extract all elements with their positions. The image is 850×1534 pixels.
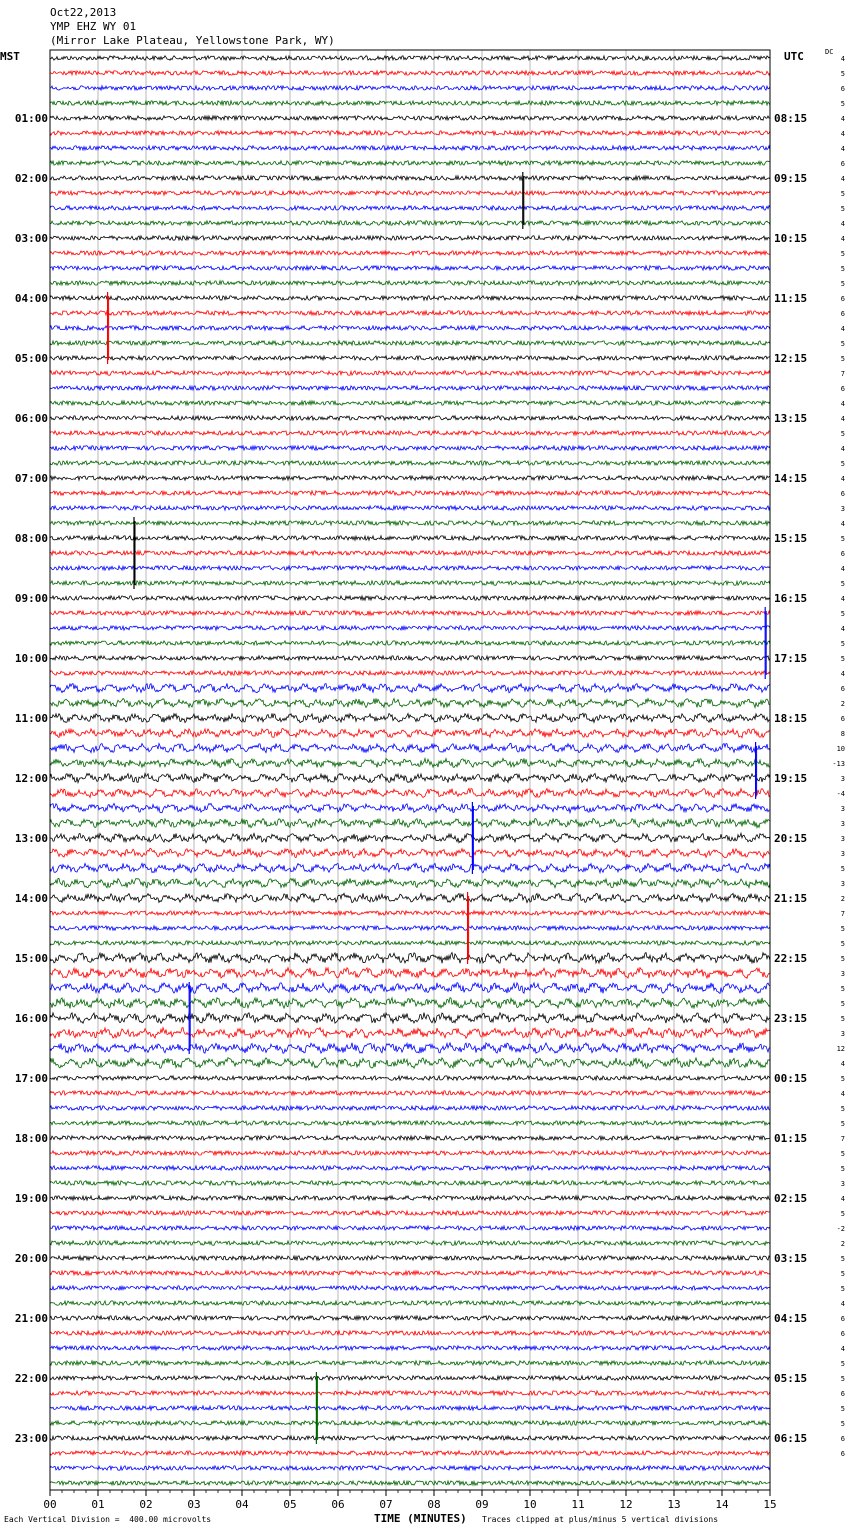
trace-row	[50, 1106, 770, 1110]
dc-offset-label: 5	[840, 925, 845, 933]
dc-offset-label: 5	[840, 1285, 845, 1293]
trace-row	[50, 416, 770, 420]
dc-offset-label: 4	[840, 400, 845, 408]
scale-note: Each Vertical Division = 400.00 microvolts	[4, 1515, 212, 1524]
dc-offset-label: 7	[840, 1135, 845, 1143]
trace-row	[50, 131, 770, 135]
dc-offset-label: 4	[840, 55, 845, 63]
trace-row	[50, 926, 770, 930]
dc-offset-label: 3	[840, 1030, 845, 1038]
left-hour-label: 17:00	[14, 1072, 48, 1085]
dc-offset-label: -2	[836, 1225, 845, 1233]
trace-row	[50, 698, 770, 707]
dc-offset-label: 3	[840, 505, 845, 513]
trace-row	[50, 953, 770, 964]
clip-note: Traces clipped at plus/minus 5 vertical divisions	[482, 1515, 719, 1524]
trace-row	[50, 863, 770, 872]
dc-offset-label: 5	[840, 955, 845, 963]
dc-offset-label: 4	[840, 130, 845, 138]
dc-offset-label: 4	[840, 475, 845, 483]
dc-offset-label: 3	[840, 970, 845, 978]
x-tick-label: 14	[715, 1498, 729, 1511]
trace-row	[50, 1211, 770, 1215]
left-hour-label: 01:00	[14, 112, 48, 125]
dc-offset-label: 5	[840, 430, 845, 438]
trace-row	[50, 1331, 770, 1335]
trace-row	[50, 1121, 770, 1125]
dc-offset-label: 5	[840, 940, 845, 948]
x-tick-label: 01	[91, 1498, 105, 1511]
trace-row	[50, 536, 770, 540]
chart-location: (Mirror Lake Plateau, Yellowstone Park, WY)	[50, 34, 335, 47]
trace-row	[50, 611, 770, 615]
right-hour-label: 10:15	[774, 232, 808, 245]
trace-row	[50, 551, 770, 555]
dc-offset-label: 5	[840, 580, 845, 588]
dc-offset-label: 5	[840, 1255, 845, 1263]
right-hour-label: 09:15	[774, 172, 808, 185]
left-hour-label: 11:00	[14, 712, 48, 725]
trace-row	[50, 1166, 770, 1170]
trace-row	[50, 893, 770, 902]
trace-row	[50, 1196, 770, 1200]
dc-offset-label: 5	[840, 1405, 845, 1413]
x-tick-label: 04	[235, 1498, 249, 1511]
trace-row	[50, 101, 770, 105]
left-hour-label: 20:00	[14, 1252, 48, 1265]
trace-row	[50, 326, 770, 330]
dc-offset-label: 6	[840, 1315, 845, 1323]
trace-row	[50, 878, 770, 887]
right-hour-label: 03:15	[774, 1252, 808, 1265]
trace-row	[50, 1466, 770, 1470]
seismic-traces	[50, 56, 770, 1485]
trace-row	[50, 491, 770, 495]
right-hour-label: 19:15	[774, 772, 808, 785]
trace-row	[50, 656, 770, 660]
dc-offset-label: 3	[840, 775, 845, 783]
dc-offset-label: 4	[840, 520, 845, 528]
trace-row	[50, 56, 770, 60]
dc-offset-label: 6	[840, 85, 845, 93]
left-hour-label: 07:00	[14, 472, 48, 485]
trace-row	[50, 221, 770, 225]
x-tick-label: 05	[283, 1498, 297, 1511]
dc-offset-label: 6	[840, 490, 845, 498]
trace-row	[50, 968, 770, 979]
left-hour-label: 16:00	[14, 1012, 48, 1025]
dc-offset-label: 5	[840, 1165, 845, 1173]
dc-offset-label: 3	[840, 880, 845, 888]
right-hour-label: 17:15	[774, 652, 808, 665]
trace-row	[50, 1301, 770, 1305]
dc-offset-label: 2	[840, 1240, 845, 1248]
trace-row	[50, 911, 770, 915]
dc-offset-label: 5	[840, 250, 845, 258]
trace-row	[50, 848, 770, 857]
left-hour-label: 19:00	[14, 1192, 48, 1205]
right-hour-label: 16:15	[774, 592, 808, 605]
trace-row	[50, 833, 770, 842]
dc-offset-label: 6	[840, 1450, 845, 1458]
left-hour-label: 09:00	[14, 592, 48, 605]
trace-row	[50, 251, 770, 255]
right-hour-label: 21:15	[774, 892, 808, 905]
trace-row	[50, 1376, 770, 1380]
x-tick-label: 03	[187, 1498, 201, 1511]
trace-row	[50, 626, 770, 630]
trace-row	[50, 803, 770, 812]
dc-offset-label: 5	[840, 100, 845, 108]
trace-row	[50, 1256, 770, 1260]
dc-offset-label: 4	[840, 1060, 845, 1068]
trace-row	[50, 1346, 770, 1350]
dc-offset-label: 5	[840, 1150, 845, 1158]
dc-offset-label: 4	[840, 415, 845, 423]
trace-row	[50, 1481, 770, 1485]
trace-row	[50, 236, 770, 240]
trace-row	[50, 1421, 770, 1425]
right-hour-label: 02:15	[774, 1192, 808, 1205]
trace-row	[50, 1316, 770, 1320]
dc-offset-label: 6	[840, 385, 845, 393]
left-hour-label: 14:00	[14, 892, 48, 905]
trace-row	[50, 71, 770, 75]
dc-offset-label: 5	[840, 190, 845, 198]
trace-row	[50, 789, 770, 798]
dc-offset-label: 5	[840, 535, 845, 543]
trace-row	[50, 1151, 770, 1155]
trace-row	[50, 566, 770, 570]
dc-offset-label: 6	[840, 295, 845, 303]
right-hour-label: 15:15	[774, 532, 808, 545]
trace-row	[50, 1043, 770, 1054]
left-hour-label: 05:00	[14, 352, 48, 365]
dc-offset-label: 5	[840, 1120, 845, 1128]
left-hour-label: 21:00	[14, 1312, 48, 1325]
dc-offset-label: 5	[840, 1015, 845, 1023]
trace-row	[50, 818, 770, 827]
x-tick-label: 07	[379, 1498, 393, 1511]
dc-offset-label: 5	[840, 1375, 845, 1383]
dc-offset-label: 4	[840, 145, 845, 153]
trace-row	[50, 1181, 770, 1185]
trace-row	[50, 401, 770, 405]
trace-row	[50, 161, 770, 165]
dc-offset-label: 4	[840, 235, 845, 243]
dc-offset-label: 4	[840, 1090, 845, 1098]
trace-row	[50, 356, 770, 360]
left-hour-label: 23:00	[14, 1432, 48, 1445]
trace-row	[50, 1136, 770, 1140]
trace-row	[50, 266, 770, 270]
right-hour-label: 20:15	[774, 832, 808, 845]
trace-row	[50, 386, 770, 390]
dc-offset-label: 4	[840, 445, 845, 453]
trace-row	[50, 1391, 770, 1395]
seismic-events	[108, 172, 767, 1444]
left-hour-label: 02:00	[14, 172, 48, 185]
right-hour-label: 22:15	[774, 952, 808, 965]
trace-row	[50, 774, 770, 783]
dc-offset-label: 5	[840, 1360, 845, 1368]
trace-row	[50, 311, 770, 315]
trace-row	[50, 1406, 770, 1410]
trace-row	[50, 1058, 770, 1069]
dc-offset-label: 2	[840, 895, 845, 903]
trace-row	[50, 641, 770, 645]
trace-row	[50, 521, 770, 525]
dc-offset-label: 4	[840, 175, 845, 183]
dc-offset-label: 5	[840, 1000, 845, 1008]
dc-offset-label: 4	[840, 670, 845, 678]
left-hour-label: 08:00	[14, 532, 48, 545]
dc-offset-label: 7	[840, 370, 845, 378]
trace-row	[50, 176, 770, 180]
left-hour-label: 13:00	[14, 832, 48, 845]
dc-offset-label: 4	[840, 325, 845, 333]
dc-offset-label: 6	[840, 310, 845, 318]
dc-offset-label: 4	[840, 1195, 845, 1203]
trace-row	[50, 341, 770, 345]
x-tick-label: 06	[331, 1498, 345, 1511]
trace-row	[50, 596, 770, 600]
dc-offset-label: 7	[840, 910, 845, 918]
x-axis-title: TIME (MINUTES)	[374, 1512, 467, 1525]
dc-offset-label: -13	[832, 760, 845, 768]
dc-offset-label: 6	[840, 160, 845, 168]
left-hour-label: 10:00	[14, 652, 48, 665]
dc-offset-label: 6	[840, 1330, 845, 1338]
right-hour-label: 01:15	[774, 1132, 808, 1145]
trace-row	[50, 729, 770, 738]
dc-offset-label: 5	[840, 1420, 845, 1428]
trace-row	[50, 1286, 770, 1290]
dc-offset-label: 10	[836, 745, 845, 753]
trace-row	[50, 86, 770, 90]
trace-row	[50, 116, 770, 120]
trace-row	[50, 1013, 770, 1024]
dc-offset-label: 5	[840, 70, 845, 78]
left-hour-label: 03:00	[14, 232, 48, 245]
x-tick-label: 12	[619, 1498, 633, 1511]
x-tick-label: 11	[571, 1498, 585, 1511]
x-tick-label: 13	[667, 1498, 681, 1511]
trace-row	[50, 431, 770, 435]
dc-offset-label: 4	[840, 595, 845, 603]
right-hour-label: 04:15	[774, 1312, 808, 1325]
right-hour-label: 11:15	[774, 292, 808, 305]
dc-offset-label: 5	[840, 865, 845, 873]
dc-offset-label: 5	[840, 340, 845, 348]
dc-offset-label: 4	[840, 625, 845, 633]
trace-row	[50, 1226, 770, 1230]
dc-offset-label: 5	[840, 1270, 845, 1278]
dc-offset-label: 6	[840, 685, 845, 693]
dc-offset-label: 5	[840, 460, 845, 468]
trace-row	[50, 296, 770, 300]
left-hour-label: 22:00	[14, 1372, 48, 1385]
dc-offset-label: 5	[840, 610, 845, 618]
trace-row	[50, 983, 770, 994]
dc-offset-label: 3	[840, 835, 845, 843]
trace-row	[50, 713, 770, 722]
trace-row	[50, 371, 770, 375]
trace-row	[50, 446, 770, 450]
dc-offset-label: 8	[840, 730, 845, 738]
trace-row	[50, 941, 770, 945]
right-hour-label: 14:15	[774, 472, 808, 485]
x-tick-label: 15	[763, 1498, 777, 1511]
x-tick-label: 10	[523, 1498, 537, 1511]
left-hour-label: 15:00	[14, 952, 48, 965]
trace-row	[50, 506, 770, 510]
trace-row	[50, 476, 770, 480]
left-hour-label: 12:00	[14, 772, 48, 785]
right-hour-label: 12:15	[774, 352, 808, 365]
dc-offset-label: 4	[840, 1345, 845, 1353]
trace-row	[50, 683, 770, 692]
trace-row	[50, 206, 770, 210]
right-timezone: UTC	[784, 50, 804, 63]
dc-offset-label: 5	[840, 1075, 845, 1083]
right-hour-label: 18:15	[774, 712, 808, 725]
trace-row	[50, 146, 770, 150]
dc-offset-label: 5	[840, 655, 845, 663]
dc-offset-label: 4	[840, 1300, 845, 1308]
x-tick-label: 08	[427, 1498, 441, 1511]
right-hour-label: 08:15	[774, 112, 808, 125]
trace-row	[50, 1361, 770, 1365]
dc-offset-label: 4	[840, 565, 845, 573]
dc-offset-label: 6	[840, 550, 845, 558]
x-tick-label: 00	[43, 1498, 57, 1511]
right-hour-label: 06:15	[774, 1432, 808, 1445]
left-hour-label: 18:00	[14, 1132, 48, 1145]
trace-row	[50, 671, 770, 675]
trace-row	[50, 1451, 770, 1455]
trace-row	[50, 1091, 770, 1095]
dc-offset-label: -4	[836, 790, 845, 798]
trace-row	[50, 191, 770, 195]
left-hour-label: 06:00	[14, 412, 48, 425]
chart-station: YMP EHZ WY 01	[50, 20, 137, 33]
right-hour-label: 23:15	[774, 1012, 808, 1025]
dc-offset-label: 5	[840, 640, 845, 648]
dc-offset-label: 3	[840, 805, 845, 813]
trace-row	[50, 998, 770, 1009]
dc-offset-label: 4	[840, 115, 845, 123]
trace-row	[50, 461, 770, 465]
x-tick-label: 02	[139, 1498, 153, 1511]
trace-row	[50, 743, 770, 752]
dc-header: DC	[825, 48, 834, 56]
trace-row	[50, 281, 770, 285]
dc-offset-label: 5	[840, 355, 845, 363]
dc-offset-label: 6	[840, 1435, 845, 1443]
trace-row	[50, 581, 770, 585]
dc-offset-label: 6	[840, 1390, 845, 1398]
x-axis-ticks	[43, 1490, 776, 1511]
left-hour-label: 04:00	[14, 292, 48, 305]
dc-offset-label: 5	[840, 265, 845, 273]
x-tick-label: 09	[475, 1498, 489, 1511]
dc-offset-label: 5	[840, 985, 845, 993]
trace-row	[50, 1436, 770, 1440]
dc-offset-label: 3	[840, 850, 845, 858]
left-timezone: MST	[0, 50, 20, 63]
right-hour-label: 13:15	[774, 412, 808, 425]
trace-row	[50, 1241, 770, 1245]
dc-offset-label: 5	[840, 1105, 845, 1113]
dc-offset-label: 12	[836, 1045, 845, 1053]
trace-row	[50, 758, 770, 767]
trace-row	[50, 1076, 770, 1080]
dc-offset-label: 2	[840, 700, 845, 708]
dc-offset-label: 5	[840, 1210, 845, 1218]
dc-offset-label: 6	[840, 715, 845, 723]
dc-offset-label: 3	[840, 1180, 845, 1188]
chart-date: Oct22,2013	[50, 6, 117, 19]
dc-offset-label: 5	[840, 205, 845, 213]
trace-row	[50, 1028, 770, 1039]
axis-labels	[15, 55, 845, 1458]
dc-offset-label: 5	[840, 280, 845, 288]
dc-offset-label: 4	[840, 220, 845, 228]
right-hour-label: 00:15	[774, 1072, 808, 1085]
right-hour-label: 05:15	[774, 1372, 808, 1385]
trace-row	[50, 1271, 770, 1275]
dc-offset-label: 3	[840, 820, 845, 828]
